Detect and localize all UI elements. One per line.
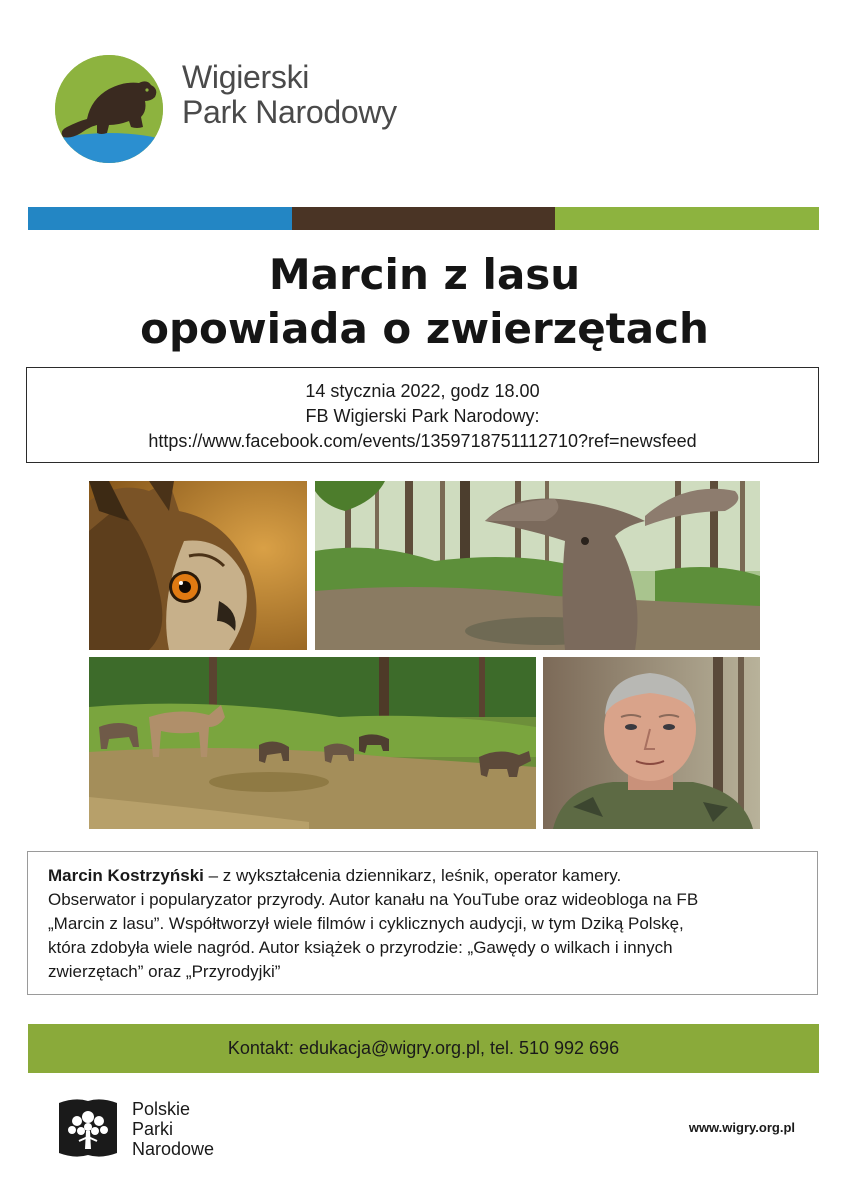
bio-line2: Obserwator i popularyzator przyrody. Autor kanału na YouTube oraz wideobloga na FB (48, 890, 699, 909)
stripe-green (555, 207, 819, 230)
ppn-line3: Narodowe (132, 1139, 215, 1159)
polskie-parki-narodowe-text (132, 1099, 214, 1159)
bio-line5: zwierzętach” oraz „Przyrodyjki” (48, 962, 281, 981)
owl-photo (89, 481, 307, 650)
bio-name: Marcin Kostrzyński (48, 866, 204, 885)
event-platform: FB Wigierski Park Narodowy: (305, 406, 540, 426)
beaver-icon (55, 55, 163, 163)
stripe-blue (28, 207, 292, 230)
park-name-line2: Park Narodowy (182, 94, 397, 130)
event-info-box (26, 367, 819, 463)
bio-line4: która zdobyła wiele nagród. Autor książek o przyrodzie: „Gawędy o wilkach i innych (48, 938, 673, 957)
wolves-photo (89, 657, 536, 829)
polskie-parki-tree-icon (55, 1095, 121, 1161)
event-date: 14 stycznia 2022, godz 18.00 (305, 381, 540, 401)
title-line2: opowiada o zwierzętach (140, 304, 709, 353)
moose-photo (315, 481, 760, 650)
portrait-photo (543, 657, 760, 829)
ppn-line2: Parki (132, 1119, 174, 1139)
bio-line3: „Marcin z lasu”. Współtworzył wiele filmów i cyklicznych audycji, w tym Dziką Polskę, (48, 914, 684, 933)
bio-box (27, 851, 818, 995)
website-link[interactable]: www.wigry.org.pl (688, 1120, 795, 1135)
event-title (0, 248, 849, 356)
park-name-line1: Wigierski (182, 59, 310, 95)
beaver-logo (55, 55, 163, 163)
ppn-line1: Polskie (132, 1099, 191, 1119)
park-name (182, 60, 397, 130)
event-url[interactable]: https://www.facebook.com/events/1359718751112710?ref=newsfeed (148, 431, 697, 451)
bio-line1 (48, 864, 797, 888)
title-line1: Marcin z lasu (268, 250, 581, 299)
tricolor-stripe (28, 207, 819, 230)
contact-bar: Kontakt: edukacja@wigry.org.pl, tel. 510 992 696 (28, 1024, 819, 1073)
stripe-brown (292, 207, 556, 230)
bio-line1-text: – z wykształcenia dziennikarz, leśnik, operator kamery. (203, 866, 622, 885)
